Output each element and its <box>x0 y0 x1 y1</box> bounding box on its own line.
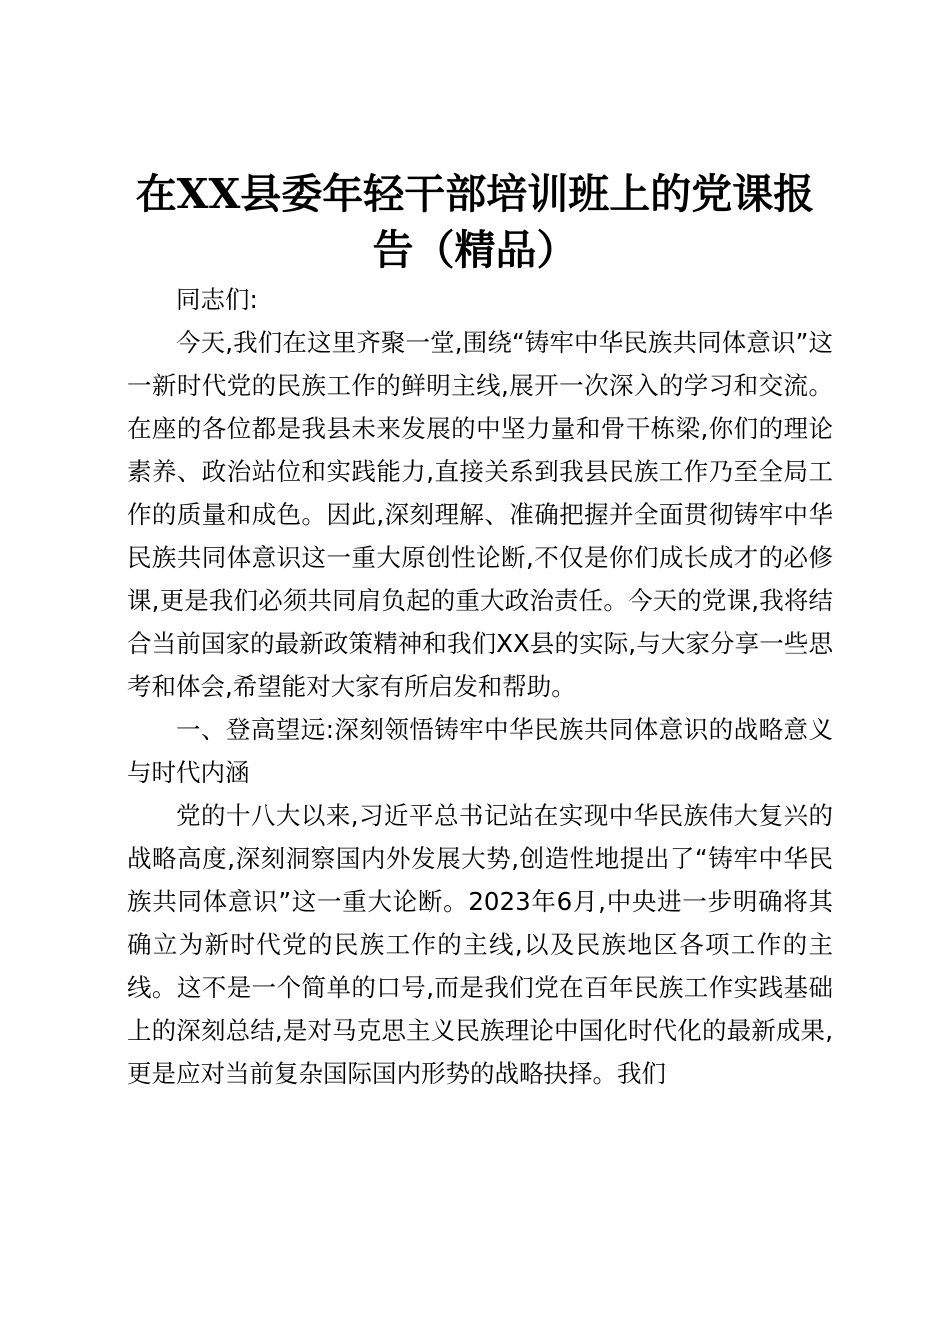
document-title: 在XX县委年轻干部培训班上的党课报告（精品） <box>135 170 815 274</box>
section-1-paragraph: 党的十八大以来,习近平总书记站在实现中华民族伟大复兴的战略高度,深刻洞察国内外发展大势,创造性地提出了“铸牢中华民族共同体意识”这一重大论断。2023年6月,中央进一步明确将其确立为新时代党的民族工作的主线,以及民族地区各项工作的主线。这不是一个简单的口号,而是我们党在百年民族工作实践基础上的深刻总结,是对马克思主义民族理论中国化时代化的最新成果,更是应对当前复杂国际国内形势的战略抉择。我们 <box>127 801 833 1088</box>
salutation-paragraph: 同志们: <box>176 285 258 314</box>
section-heading-1: 一、登高望远:深刻领悟铸牢中华民族共同体意识的战略意义与时代内涵 <box>127 715 833 787</box>
document-body <box>127 278 833 1095</box>
intro-paragraph: 今天,我们在这里齐聚一堂,围绕“铸牢中华民族共同体意识”这一新时代党的民族工作的鲜明主线,展开一次深入的学习和交流。在座的各位都是我县未来发展的中坚力量和骨干栋梁,你们的理论素养、政治站位和实践能力,直接关系到我县民族工作乃至全局工作的质量和成色。因此,深刻理解、准确把握并全面贯彻铸牢中华民族共同体意识这一重大原创性论断,不仅是你们成长成才的必修课,更是我们必须共同肩负起的重大政治责任。今天的党课,我将结合当前国家的最新政策精神和我们XX县的实际,与大家分享一些思考和体会,希望能对大家有所启发和帮助。 <box>127 328 833 701</box>
